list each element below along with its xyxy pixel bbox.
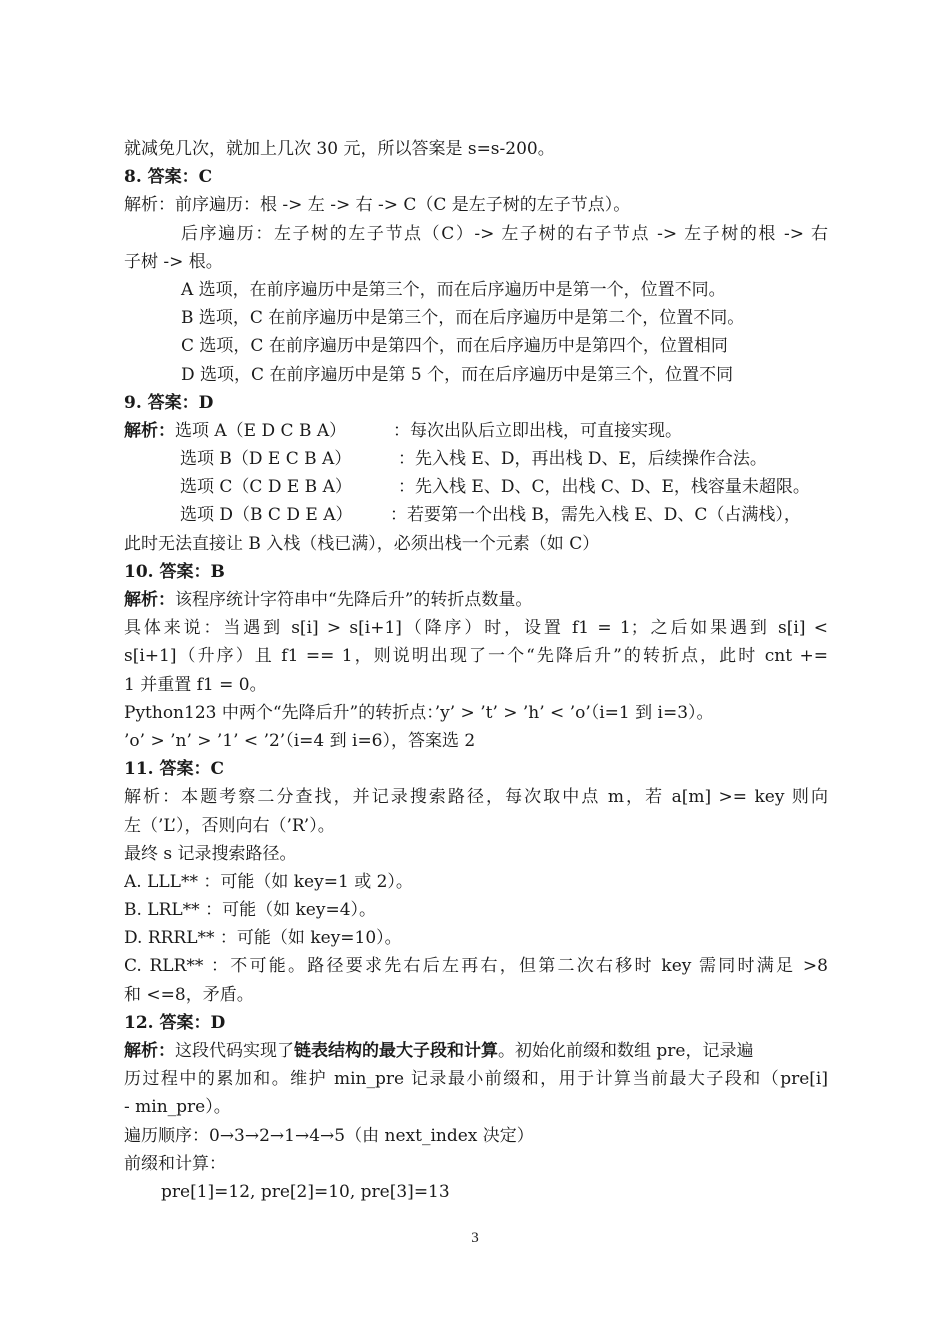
answer-heading-10: 10. 答案：B [124,561,225,582]
option-line: D. RRRL** ：可能（如 key=10）。 [124,928,402,949]
option-line: C 选项，C 在前序遍历中是第四个，而在后序遍历中是第四个，位置相同 [181,336,728,357]
text-line: 和 <=8，矛盾。 [124,984,254,1005]
answer-heading-9: 9. 答案：D [124,392,214,413]
page-body [124,135,828,1206]
text-line: 1 并重置 f1 = 0。 [124,674,267,695]
text-line: - min_pre）。 [124,1097,231,1118]
answer-heading-8: 8. 答案：C [124,167,213,188]
option-line: D 选项，C 在前序遍历中是第 5 个，而在后序遍历中是第三个，位置不同 [181,364,734,385]
text-line: Python123 中两个“先降后升”的转折点：’y’ > ’t’ > ’h’ < ’o’（i=1 到 i=3）。 [124,702,714,723]
emphasis-text: 链表结构的最大子段和计算 [294,1041,498,1061]
text-line: 解析：本题考察二分查找，并记录搜索路径，每次取中点 m，若 a[m] >= key 则向 [124,787,828,808]
text-line: ’o’ > ’n’ > ’1’ < ’2’（i=4 到 i=6），答案选 2 [124,730,476,751]
option-text: ：先入栈 E、D，再出栈 D、E，后续操作合法。 [398,449,767,470]
analysis-label: 解析： [124,590,175,610]
text-line [124,1037,828,1065]
code-line: pre[1]=12, pre[2]=10, pre[3]=13 [161,1181,450,1202]
analysis-text: 这段代码实现了 [175,1041,294,1061]
text-line: 历过程中的累加和。维护 min_pre 记录最小前缀和，用于计算当前最大子段和（pre[i] [124,1069,828,1090]
analysis-label: 解析： [124,420,175,441]
option-text: ：先入栈 E、D、C，出栈 C、D、E，栈容量未超限。 [398,477,810,498]
text-line: 具体来说：当遇到 s[i] > s[i+1]（降序）时，设置 f1 = 1；之后如果遇到 s[i] < [124,618,828,639]
option-label: 选项 C（C D E B A） [180,477,352,498]
text-line: 子树 -> 根。 [124,251,223,272]
analysis-text: 该程序统计字符串中“先降后升”的转折点数量。 [175,590,533,610]
analysis-label: 解析： [124,1041,175,1061]
text-line: 左（’L’），否则向右（’R’）。 [124,815,335,836]
text-line: 后序遍历：左子树的左子节点（C）-> 左子树的右子节点 -> 左子树的根 -> 右 [181,223,828,244]
option-label: 选项 D（B C D E A） [180,505,353,526]
text-line: 此时无法直接让 B 入栈（栈已满），必须出栈一个元素（如 C） [124,533,600,554]
option-line: C. RLR** ：不可能。路径要求先右后左再右，但第二次右移时 key 需同时满足 >8 [124,956,828,977]
option-line [124,445,828,473]
option-line [124,501,828,529]
text-line: 前缀和计算： [124,1153,226,1174]
option-line: B 选项，C 在前序遍历中是第三个，而在后序遍历中是第二个，位置不同。 [181,308,745,329]
option-line [124,473,828,501]
text-line: 就减免几次，就加上几次 30 元，所以答案是 s=s-200。 [124,139,555,159]
answer-heading-11: 11. 答案：C [124,759,225,780]
option-line: B. LRL** ：可能（如 key=4）。 [124,900,377,921]
option-line: A. LLL** ：可能（如 key=1 或 2）。 [124,871,413,892]
page-number: 3 [471,1230,479,1246]
option-label: 选项 A（E D C B A） [175,420,347,441]
option-text: ：若要第一个出栈 B，需先入栈 E、D、C（占满栈）， [390,505,801,526]
answer-heading-12: 12. 答案：D [124,1012,226,1033]
option-line: A 选项，在前序遍历中是第三个，而在后序遍历中是第一个，位置不同。 [181,279,726,300]
option-line [124,417,828,445]
text-line: s[i+1]（升序）且 f1 == 1，则说明出现了一个“先降后升”的转折点，此时 cnt += [124,646,828,667]
text-line: 遍历顺序：0→3→2→1→4→5（由 next_index 决定） [124,1125,534,1146]
text-line [124,586,828,614]
option-text: ：每次出队后立即出栈，可直接实现。 [393,420,682,441]
text-line: 解析：前序遍历：根 -> 左 -> 右 -> C（C 是左子树的左子节点）。 [124,195,631,216]
analysis-text: 。初始化前缀和数组 pre，记录遍 [498,1041,754,1061]
text-line: 最终 s 记录搜索路径。 [124,843,297,864]
option-label: 选项 B（D E C B A） [180,449,352,470]
